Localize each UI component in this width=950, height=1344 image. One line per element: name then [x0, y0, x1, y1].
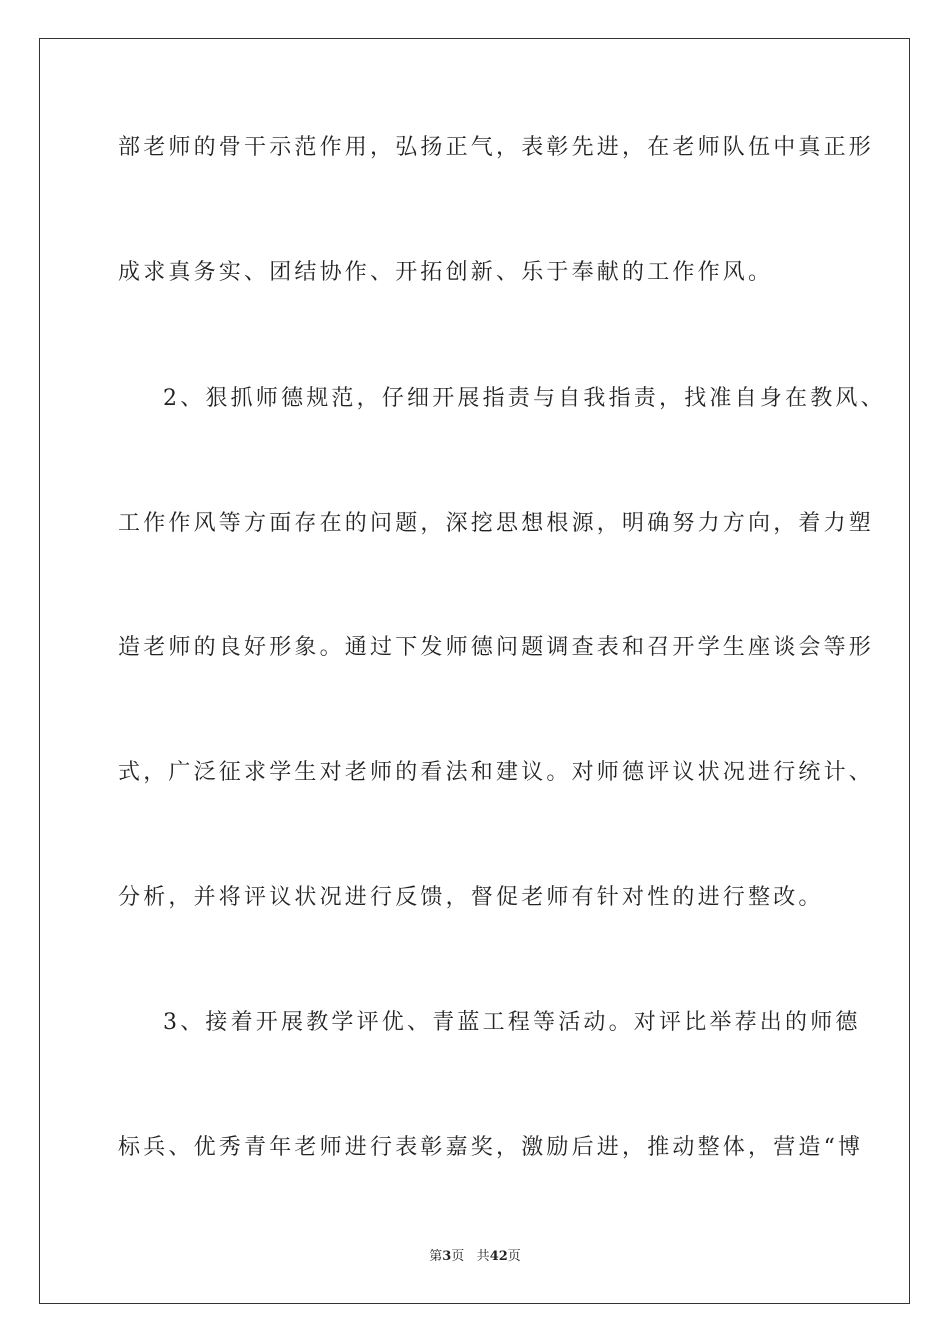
paragraph-line-4: 工作作风等方面存在的问题，深挖思想根源，明确努力方向，着力塑: [118, 511, 875, 536]
page-footer: [0, 1248, 950, 1266]
paragraph-line-7: 分析，并将评议状况进行反馈，督促老师有针对性的进行整改。: [118, 885, 824, 910]
paragraph-line-2: 成求真务实、团结协作、开拓创新、乐于奉献的工作作风。: [118, 260, 774, 285]
page-border: [39, 38, 910, 1304]
paragraph-line-6: 式，广泛征求学生对老师的看法和建议。对师德评议状况进行统计、: [118, 760, 875, 785]
paragraph-line-9: 标兵、优秀青年老师进行表彰嘉奖，激励后进，推动整体，营造“博: [118, 1135, 864, 1160]
footer-total-pages: 42: [489, 1249, 508, 1264]
footer-total-prefix: 共: [476, 1249, 490, 1264]
footer-page-number: 3: [442, 1249, 452, 1264]
footer-page-prefix: 第: [429, 1249, 443, 1264]
paragraph-line-8: 3、接着开展教学评优、青蓝工程等活动。对评比举荐出的师德: [163, 1010, 861, 1035]
paragraph-line-1: 部老师的骨干示范作用，弘扬正气，表彰先进，在老师队伍中真正形: [118, 135, 875, 160]
footer-page-suffix: 页: [451, 1249, 465, 1264]
footer-total-suffix: 页: [507, 1249, 521, 1264]
paragraph-line-5: 造老师的良好形象。通过下发师德问题调查表和召开学生座谈会等形: [118, 635, 875, 660]
paragraph-line-3: 2、狠抓师德规范，仔细开展指责与自我指责，找准自身在教风、: [163, 386, 886, 411]
